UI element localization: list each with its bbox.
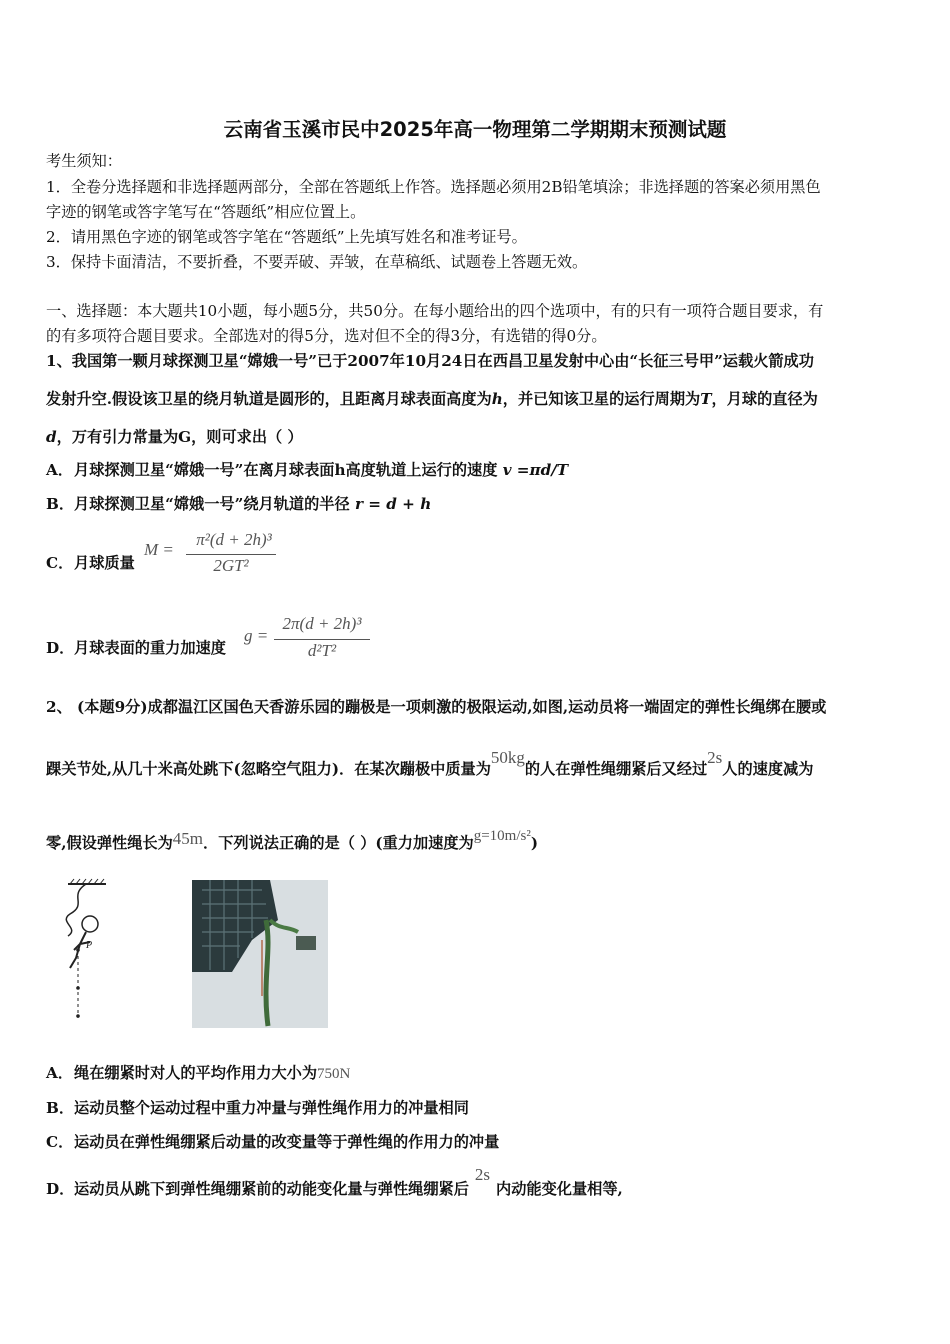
q1-option-d[interactable] [46,638,226,658]
q1-text: 发射升空.假设该卫星的绕月轨道是圆形的，且距离月球表面高度为 [46,390,492,408]
option-letter: A． [46,1064,73,1082]
q2-text: 零,假设弹性绳长为 [46,834,173,852]
option-text: 月球探测卫星“嫦娥一号”在离月球表面h高度轨道上运行的速度 [74,461,498,479]
option-text: 月球表面的重力加速度 [74,639,226,657]
q1-d-lhs: g = [244,626,269,645]
option-letter: C． [46,554,74,572]
option-letter: C． [46,1133,74,1151]
bungee-tower-photo-icon [192,880,328,1028]
q2-gravity-value: g=10m/s² [473,828,531,844]
notice-item-2: 2．请用黑色字迹的钢笔或答字笔在“答题纸”上先填写姓名和准考证号。 [46,228,527,246]
q2-line-3 [46,828,539,854]
bungee-photo [192,880,328,1028]
q1-text: ，月球的直径为 [711,390,818,408]
notice-item-1-cont: 字迹的钢笔或答字笔写在“答题纸”相应位置上。 [46,203,366,221]
option-text: 内动能变化量相等, [496,1180,623,1198]
q1-c-lhs: M = [144,540,174,559]
q1-line-2 [46,389,818,409]
q1-text: ，并已知该卫星的运行周期为 [502,390,701,408]
q1-d-denominator: d²T² [307,641,337,660]
option-letter: B． [46,1099,75,1117]
q1-line-1: 1、我国第一颗月球探测卫星“嫦娥一号”已于2007年10月24日在西昌卫星发射中心由“长征三号甲”运载火箭成功 [46,352,814,370]
q1-c-fraction-bar [186,554,276,555]
q2-length-value: 45m [172,829,204,848]
q1-c-denominator: 2GT² [213,556,249,575]
q2-option-c[interactable] [46,1132,499,1152]
option-letter: A． [46,461,73,479]
q1-line-3 [46,427,303,447]
q2-option-d[interactable] [46,1165,623,1199]
q2-text: 人的速度减为 [722,760,814,778]
option-letter: D． [46,1180,75,1198]
option-value: 2s [474,1165,490,1184]
q2-mass-value: 50kg [490,748,525,767]
q2-text: 踝关节处,从几十米高处跳下(忽略空气阻力)．在某次蹦极中质量为 [46,760,491,778]
q1-text: ，万有引力常量为G，则可求出（ ） [56,428,303,446]
page-title: 云南省玉溪市民中2025年高一物理第二学期期末预测试题 [223,118,727,141]
q2-option-b[interactable] [46,1098,469,1118]
q1-d-fraction-bar [274,639,370,640]
q1-option-a[interactable] [46,460,568,480]
q1-var-d: d [46,428,57,446]
q2-text: 的人在弹性绳绷紧后又经过 [524,760,708,778]
q1-option-c[interactable] [46,553,135,573]
q2-text: ) [530,834,539,852]
figure-label-p: P [86,940,93,951]
q2-line-1: 2、 (本题9分)成都温江区国色天香游乐园的蹦极是一项刺激的极限运动,如图,运动员将一端固定的弹性长绳绑在腰或 [46,698,827,716]
q2-text: ．下列说法正确的是（ ）(重力加速度为 [203,834,474,852]
section-intro-1: 一、选择题：本大题共10小题，每小题5分，共50分。在每小题给出的四个选项中，有的只有一项符合题目要求，有 [46,302,824,320]
option-value: 750N [317,1066,351,1082]
notice-item-1: 1．全卷分选择题和非选择题两部分，全部在答题纸上作答。选择题必须用2B铅笔填涂；非选择题的答案必须用黑色 [46,178,821,196]
option-text: 绳在绷紧时对人的平均作用力大小为 [74,1064,317,1082]
section-intro-2: 的有多项符合题目要求。全部选对的得5分，选对但不全的得3分，有选错的得0分。 [46,327,607,345]
notice-item-3: 3．保持卡面清洁，不要折叠，不要弄破、弄皱，在草稿纸、试题卷上答题无效。 [46,253,588,271]
q2-time-value: 2s [707,748,723,767]
option-letter: B． [46,495,75,513]
option-letter: D． [46,639,75,657]
q1-d-numerator: 2π(d + 2h)³ [282,614,362,633]
q2-line-2 [46,748,814,779]
q1-c-numerator: π²(d + 2h)³ [196,530,272,549]
notice-heading: 考生须知： [46,152,122,170]
q1-option-b[interactable] [46,494,431,514]
bungee-schematic-icon [50,878,120,1023]
option-text: 运动员整个运动过程中重力冲量与弹性绳作用力的冲量相同 [74,1099,469,1117]
option-formula: v =πd/T [502,461,569,479]
q2-option-a[interactable] [46,1063,350,1084]
option-text: 运动员从跳下到弹性绳绷紧前的动能变化量与弹性绳绷紧后 [74,1180,469,1198]
q1-var-h: h [491,390,503,408]
option-text: 运动员在弹性绳绷紧后动量的改变量等于弹性绳的作用力的冲量 [74,1133,500,1151]
option-text: 月球探测卫星“嫦娥一号”绕月轨道的半径 [74,495,350,513]
bungee-schematic-figure [50,878,120,1023]
q1-var-T: T [700,390,712,408]
option-text: 月球质量 [74,554,135,572]
option-formula: r = d + h [354,495,432,513]
